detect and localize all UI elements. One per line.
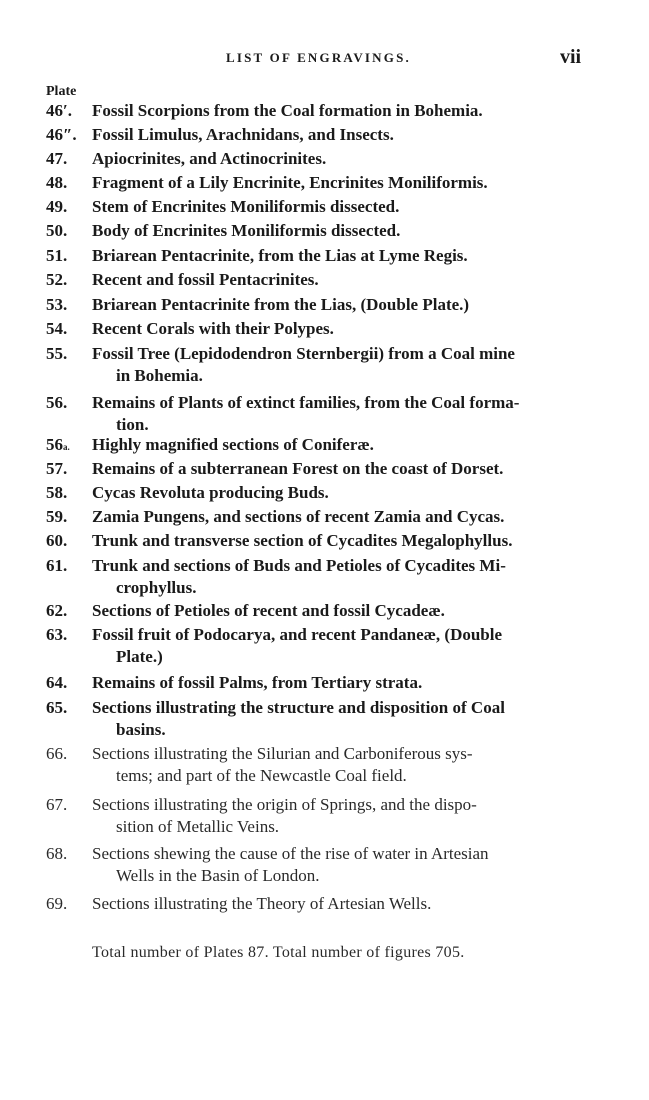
plate-description: Sections illustrating the structure and disposition of Coal basins. bbox=[92, 697, 582, 741]
running-head bbox=[0, 46, 649, 74]
plate-description: Sections shewing the cause of the rise of water in Artesian Wells in the Basin of London. bbox=[92, 843, 582, 887]
description-continuation: tems; and part of the Newcastle Coal field. bbox=[116, 766, 407, 785]
plate-description: Trunk and transverse section of Cycadites Megalophyllus. bbox=[92, 531, 513, 550]
description-continuation: sition of Metallic Veins. bbox=[116, 817, 280, 836]
plate-number: 69. bbox=[46, 894, 68, 913]
plate-description: Briarean Pentacrinite from the Lias, (Double Plate.) bbox=[92, 295, 470, 314]
plate-description: Apiocrinites, and Actinocrinites. bbox=[92, 149, 327, 168]
plate-description: Cycas Revoluta producing Buds. bbox=[92, 483, 329, 502]
plate-description: Recent and fossil Pentacrinites. bbox=[92, 270, 319, 289]
plate-description: Sections illustrating the Silurian and Carboniferous sys- tems; and part of the Newcastle Coal field. bbox=[92, 743, 582, 787]
description-continuation: tion. bbox=[116, 415, 149, 434]
description-continuation: in Bohemia. bbox=[116, 366, 203, 385]
plate-number: $56^{a.}$ bbox=[46, 435, 70, 454]
plate-number: 53. bbox=[46, 295, 68, 314]
plate-number: 54. bbox=[46, 319, 68, 338]
running-title: LIST OF ENGRAVINGS. bbox=[226, 50, 411, 65]
plate-number: 68. bbox=[46, 844, 68, 863]
plate-description: Fossil Tree (Lepidodendron Sternbergii) from a Coal mine in Bohemia. bbox=[92, 343, 582, 387]
plate-description: Fragment of a Lily Encrinite, Encrinites Moniliformis. bbox=[92, 173, 488, 192]
plate-number: 67. bbox=[46, 795, 68, 814]
plate-number: 46′. bbox=[46, 101, 73, 120]
plate-number: 51. bbox=[46, 246, 68, 265]
plate-number: 56. bbox=[46, 393, 68, 412]
plate-description: Sections illustrating the origin of Springs, and the dispo- sition of Metallic Veins. bbox=[92, 794, 582, 838]
plate-description: Sections of Petioles of recent and fossil Cycadeæ. bbox=[92, 601, 445, 620]
plate-description: Briarean Pentacrinite, from the Lias at Lyme Regis. bbox=[92, 246, 468, 265]
plate-description: Fossil fruit of Podocarya, and recent Pandaneæ, (Double Plate.) bbox=[92, 624, 582, 668]
plate-description: Fossil Scorpions from the Coal formation in Bohemia. bbox=[92, 101, 483, 120]
plate-number: 50. bbox=[46, 221, 68, 240]
plate-column-label: Plate bbox=[46, 84, 77, 99]
plate-number: 62. bbox=[46, 601, 68, 620]
description-continuation: crophyllus. bbox=[116, 578, 197, 597]
plate-number: 49. bbox=[46, 197, 68, 216]
description-continuation: basins. bbox=[116, 720, 166, 739]
plate-number: 59. bbox=[46, 507, 68, 526]
total-summary: Total number of Plates 87. Total number of figures 705. bbox=[92, 944, 465, 961]
plate-number: 65. bbox=[46, 698, 68, 717]
plate-number: 47. bbox=[46, 149, 68, 168]
description-continuation: Wells in the Basin of London. bbox=[116, 866, 320, 885]
plate-description: Remains of Plants of extinct families, from the Coal forma- tion. bbox=[92, 392, 582, 436]
page-number: vii bbox=[560, 46, 582, 68]
plate-number: 66. bbox=[46, 744, 68, 763]
plate-description: Remains of fossil Palms, from Tertiary strata. bbox=[92, 673, 423, 692]
plate-description: Zamia Pungens, and sections of recent Zamia and Cycas. bbox=[92, 507, 505, 526]
plate-number: 64. bbox=[46, 673, 68, 692]
plate-description: Stem of Encrinites Moniliformis dissected. bbox=[92, 197, 400, 216]
plate-number: 57. bbox=[46, 459, 68, 478]
plate-number: 55. bbox=[46, 344, 68, 363]
plate-number: 52. bbox=[46, 270, 68, 289]
plate-number: 61. bbox=[46, 556, 68, 575]
plate-description: Highly magnified sections of Coniferæ. bbox=[92, 435, 374, 454]
plate-number: 48. bbox=[46, 173, 68, 192]
plate-description: Remains of a subterranean Forest on the coast of Dorset. bbox=[92, 459, 504, 478]
plate-description: Fossil Limulus, Arachnidans, and Insects. bbox=[92, 125, 394, 144]
plate-number: 63. bbox=[46, 625, 68, 644]
plate-description: Sections illustrating the Theory of Artesian Wells. bbox=[92, 894, 432, 913]
plate-number: 46″. bbox=[46, 125, 77, 144]
plate-number: 58. bbox=[46, 483, 68, 502]
plate-description: Body of Encrinites Moniliformis dissected. bbox=[92, 221, 401, 240]
plate-number: 60. bbox=[46, 531, 68, 550]
description-continuation: Plate.) bbox=[116, 647, 163, 666]
plate-description: Trunk and sections of Buds and Petioles of Cycadites Mi- crophyllus. bbox=[92, 555, 582, 599]
plate-description: Recent Corals with their Polypes. bbox=[92, 319, 334, 338]
